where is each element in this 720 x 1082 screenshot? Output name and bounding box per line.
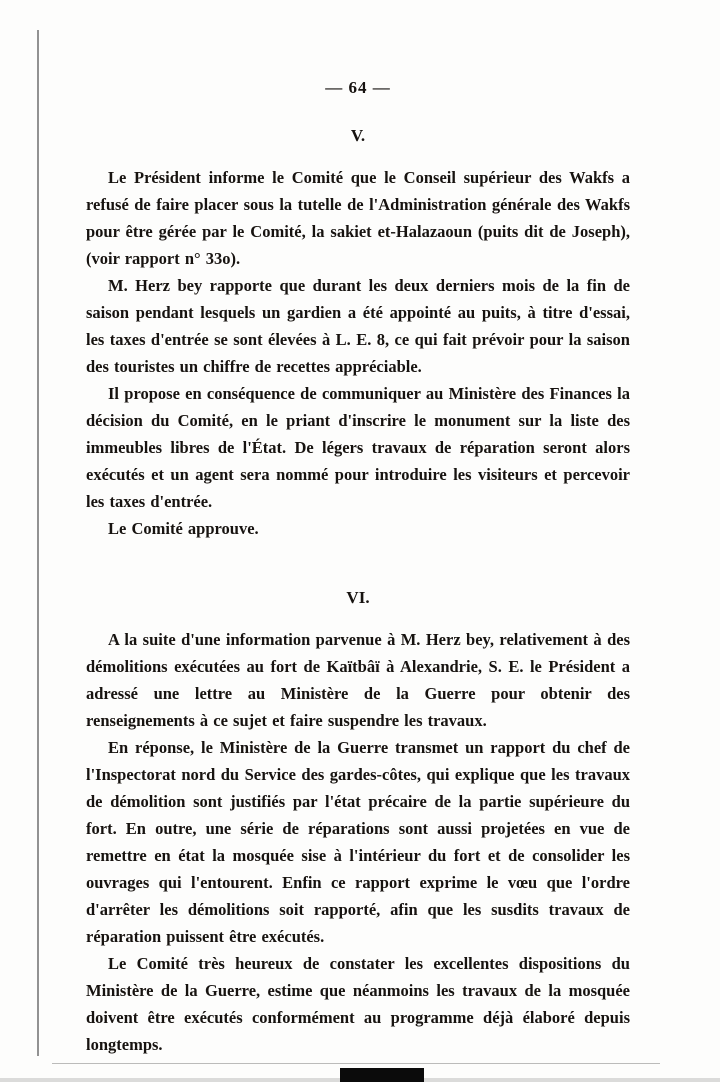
paragraph: Il propose en conséquence de communiquer au Ministère des Finances la décision du Comité, en le priant d'inscrire le monument sur la liste des immeubles libres de l'État. De légers travaux de réparation seront alors exécutés et un agent sera nommé pour introduire les visiteurs et percevoir les taxes d'entrée. <box>86 384 630 511</box>
section-vi <box>86 588 630 1058</box>
page-content <box>86 78 630 1058</box>
paragraph: En réponse, le Ministère de la Guerre transmet un rapport du chef de l'Inspectorat nord du Service des gardes-côtes, qui explique que les travaux de démolition sont justifiés par l'état précaire de la partie supérieure du fort. En outre, une série de réparations sont aussi projetées en vue de remettre en état la mosquée sise à l'intérieur du fort et de consolider les ouvrages qui l'entourent. Enfin ce rapport exprime le vœu que l'ordre d'arrêter les démolitions soit rapporté, afin que les susdits travaux de réparation puissent être exécutés. <box>86 738 630 946</box>
paragraph: Le Comité très heureux de constater les excellentes dispositions du Ministère de la Guerre, estime que néanmoins les travaux de la mosquée doivent être exécutés conformément au programme déjà élaboré depuis longtemps. <box>86 954 630 1054</box>
paragraph: A la suite d'une information parvenue à M. Herz bey, relativement à des démolitions exécutées au fort de Kaïtbâï à Alexandrie, S. E. le Président a adressé une lettre au Ministère de la Guerre pour obtenir des renseignements à ce sujet et faire suspendre les travaux. <box>86 630 630 730</box>
scan-left-edge-line <box>37 30 39 1056</box>
paragraph: M. Herz bey rapporte que durant les deux derniers mois de la fin de saison pendant lesquels un gardien a été appointé au puits, à titre d'essai, les taxes d'entrée se sont élevées à L. E. 8, ce qui fait prévoir pour la saison des touristes un chiffre de recettes appréciable. <box>86 276 630 376</box>
scan-bottom-line <box>52 1063 660 1064</box>
section-v-heading: V. <box>350 126 366 145</box>
scan-artifact-bar <box>340 1068 424 1082</box>
page-number: — 64 — <box>325 78 391 97</box>
section-vi-heading: VI. <box>346 588 370 607</box>
paragraph: Le Comité approuve. <box>108 519 259 538</box>
paragraph: Le Président informe le Comité que le Conseil supérieur des Wakfs a refusé de faire placer sous la tutelle de l'Administration générale des Wakfs pour être gérée par le Comité, la sakiet et-Halazaoun (puits dit de Joseph), (voir rapport n° 33o). <box>86 168 630 268</box>
section-v <box>86 126 630 542</box>
